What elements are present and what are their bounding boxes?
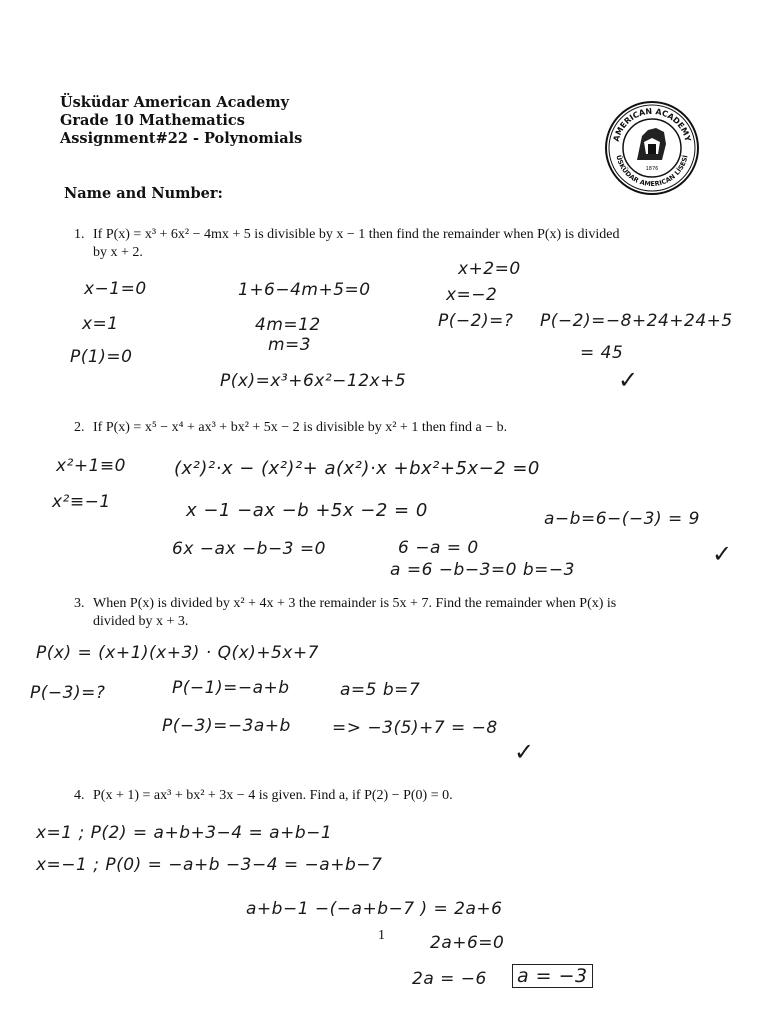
handwritten-step: m=3	[268, 335, 312, 355]
handwritten-step: x²+1≡0	[56, 456, 126, 476]
problem-number: 4.	[74, 788, 85, 803]
boxed-final-answer: a = −3	[512, 964, 593, 988]
name-and-number-label: Name and Number:	[64, 185, 223, 202]
handwritten-step: a+b−1 −(−a+b−7 ) = 2a+6	[246, 899, 503, 919]
handwritten-step: x=−2	[446, 285, 498, 305]
handwritten-step: P(−3)=−3a+b	[162, 716, 291, 736]
svg-text:AMERICAN ACADEMY: AMERICAN ACADEMY	[611, 106, 693, 143]
document-header	[60, 94, 302, 148]
problem-number: 3.	[74, 596, 85, 611]
handwritten-step: 2a = −6	[412, 969, 487, 989]
check-mark-icon: ✓	[618, 366, 639, 394]
svg-text:ÜSKÜDAR AMERICAN LİSESİ: ÜSKÜDAR AMERICAN LİSESİ	[614, 154, 690, 189]
assignment-title: Assignment#22 - Polynomials	[60, 130, 303, 147]
handwritten-step: 2a+6=0	[430, 933, 505, 953]
problem-1	[74, 226, 734, 266]
handwritten-step: 1+6−4m+5=0	[238, 280, 371, 300]
handwritten-step: (x²)²·x − (x²)²+ a(x²)·x +bx²+5x−2 =0	[174, 458, 540, 479]
svg-text:1876: 1876	[645, 166, 659, 172]
handwritten-step: 6x −ax −b−3 =0	[172, 539, 326, 559]
handwritten-answer: => −3(5)+7 = −8	[332, 718, 498, 738]
handwritten-step: P(−2)=?	[438, 311, 514, 331]
problem-number: 1.	[74, 227, 85, 242]
handwritten-step: x−1=0	[84, 279, 147, 299]
handwritten-answer: a−b=6−(−3) = 9	[544, 509, 700, 529]
handwritten-step: x²≡−1	[52, 492, 111, 512]
problem-3	[74, 595, 734, 635]
handwritten-step: x=−1 ; P(0) = −a+b −3−4 = −a+b−7	[36, 855, 383, 875]
page-number: 1	[378, 928, 385, 943]
handwritten-step: a =6 −b−3=0 b=−3	[390, 560, 575, 580]
handwritten-step: P(−1)=−a+b	[172, 678, 290, 698]
problem-2	[74, 419, 734, 439]
problem-text: When P(x) is divided by x² + 4x + 3 the remainder is 5x + 7. Find the remainder when P(x) is	[93, 596, 617, 611]
check-mark-icon: ✓	[514, 738, 535, 766]
problem-text: If P(x) = x⁵ − x⁴ + ax³ + bx² + 5x − 2 is divisible by x² + 1 then find a − b.	[93, 420, 508, 435]
handwritten-step: x −1 −ax −b +5x −2 = 0	[186, 500, 428, 521]
school-seal-logo	[604, 100, 700, 196]
handwritten-step: 6 −a = 0	[398, 538, 479, 558]
handwritten-step: P(x)=x³+6x²−12x+5	[220, 371, 407, 391]
handwritten-step: x+2=0	[458, 259, 521, 279]
handwritten-step: x=1 ; P(2) = a+b+3−4 = a+b−1	[36, 823, 333, 843]
check-mark-icon: ✓	[712, 540, 733, 568]
problem-text: If P(x) = x³ + 6x² − 4mx + 5 is divisible by x − 1 then find the remainder when P(x) is divided	[93, 227, 620, 242]
course-name: Grade 10 Mathematics	[60, 112, 245, 129]
problem-text: P(x + 1) = ax³ + bx² + 3x − 4 is given. Find a, if P(2) − P(0) = 0.	[93, 788, 453, 803]
school-name: Üsküdar American Academy	[60, 94, 290, 111]
handwritten-step: P(1)=0	[70, 347, 133, 367]
problem-4	[74, 787, 734, 807]
handwritten-step: 4m=12	[255, 315, 321, 335]
problem-number: 2.	[74, 420, 85, 435]
handwritten-step: x=1	[82, 314, 119, 334]
handwritten-step: a=5 b=7	[340, 680, 421, 700]
handwritten-step: P(x) = (x+1)(x+3) · Q(x)+5x+7	[36, 643, 319, 663]
handwritten-step: P(−2)=−8+24+24+5	[540, 311, 733, 331]
handwritten-answer: = 45	[580, 343, 624, 363]
problem-text-continued: by x + 2.	[93, 245, 143, 260]
handwritten-step: P(−3)=?	[30, 683, 106, 703]
problem-text-continued: divided by x + 3.	[93, 614, 189, 629]
